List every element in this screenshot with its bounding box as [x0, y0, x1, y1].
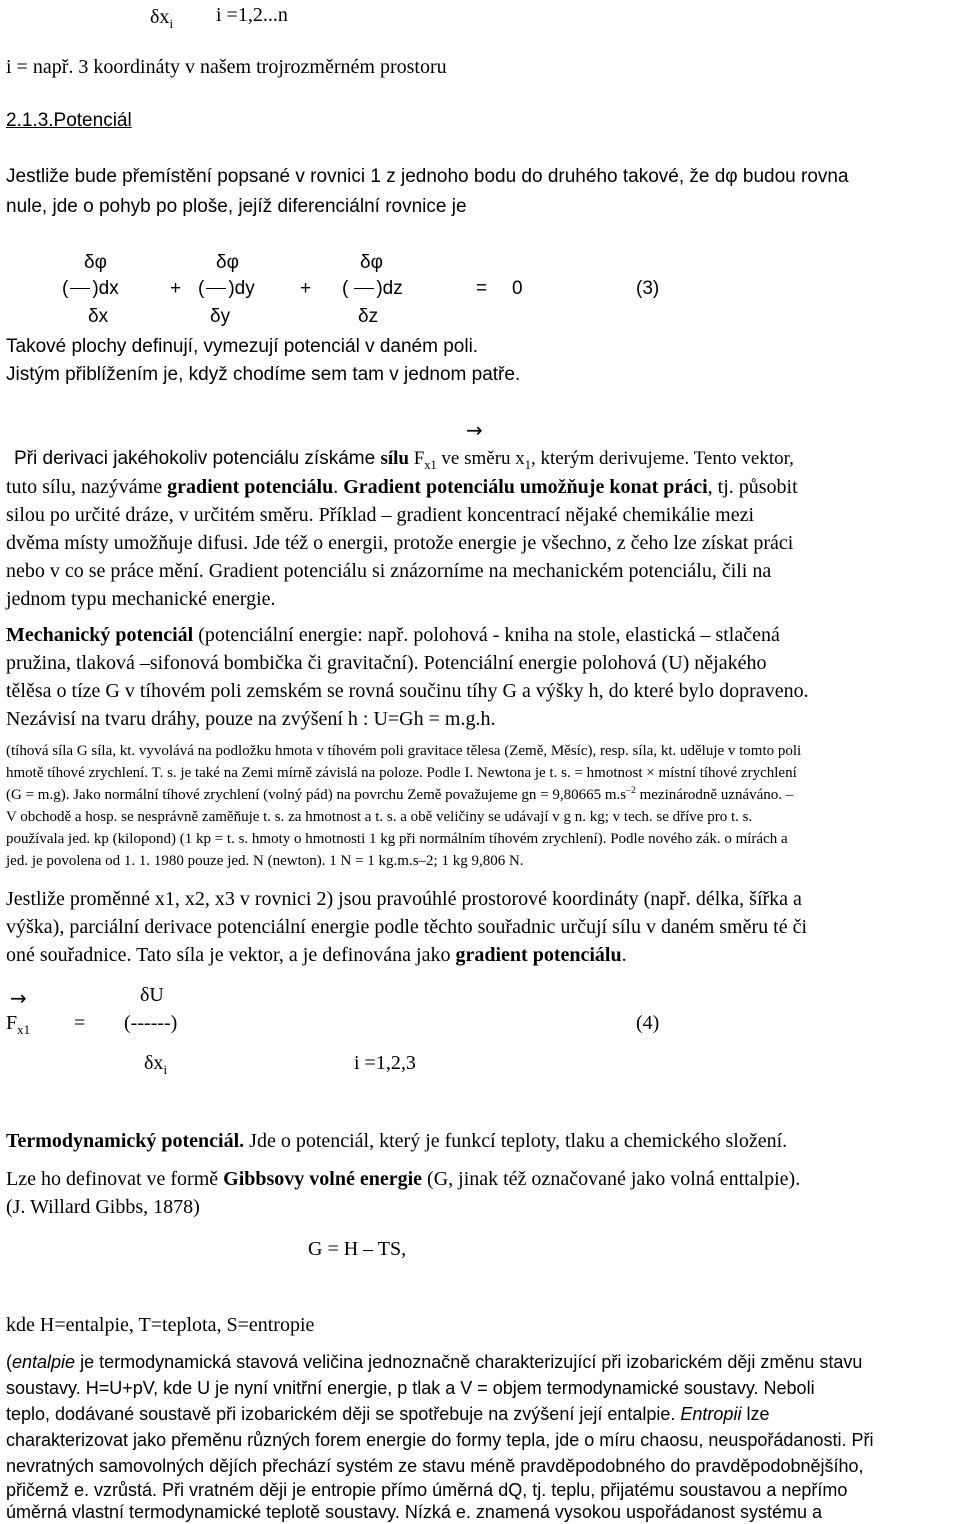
italic-text: Entropii — [680, 1404, 742, 1424]
section-heading: 2.1.3.Potenciál — [6, 110, 132, 131]
para5-line2: výška), parciální derivace potenciální energie podle těchto souřadnic určují sílu v daném směru té či — [6, 916, 808, 938]
delta-x-subscript: i — [163, 1062, 168, 1077]
bold-text: Gradient potenciálu umožňuje konat práci — [343, 476, 708, 498]
note-line2: hmotě tíhové zrychlení. T. s. je také na Zemi mírně závislá na poloze. Podle I. Newtona je t. s. = hmotnost × místní tíhové zrychlení — [6, 765, 797, 781]
fraction-bar — [354, 288, 374, 289]
delta-x: δx — [150, 6, 170, 28]
coordinates-line: i = např. 3 koordináty v našem trojrozměrném prostoru — [6, 56, 447, 78]
eq3-zero: 0 — [512, 278, 523, 299]
bold-text: sílu — [380, 448, 409, 469]
para8: kde H=entalpie, T=teplota, S=entropie — [6, 1314, 315, 1336]
text: lze — [741, 1404, 770, 1424]
para4-line2: pružina, tlaková –sifonová bombička či gravitační). Potenciální energie polohová (U) nějakého — [6, 652, 767, 674]
para2-line2: Jistým přiblížením je, když chodíme sem tam v jednom patře. — [6, 364, 521, 385]
para7-line2: (J. Willard Gibbs, 1878) — [6, 1196, 200, 1218]
delta-x-subscript: i — [169, 16, 174, 31]
para6 — [6, 1128, 787, 1154]
eq4-numerator: δU — [140, 984, 164, 1006]
force-subscript: x1 — [17, 1022, 31, 1037]
para7-line1 — [6, 1166, 800, 1192]
text: tuto sílu, nazýváme — [6, 476, 168, 498]
force-subscript: x1 — [424, 457, 437, 472]
para9-line7: úměrná vlastní termodynamické teplotě soustavy. Nízká e. znamená vysokou uspořádanost systému a — [6, 1502, 823, 1522]
vector-arrow-icon: → — [10, 986, 27, 1010]
eq3-plus-1: + — [170, 278, 182, 299]
top-delta-xi — [150, 4, 173, 30]
eq3-label: (3) — [636, 278, 660, 299]
note-line1: (tíhová síla G síla, kt. vyvolává na podložku hmota v tíhovém poli gravitace tělesa (Země, Měsíc), resp. síla, kt. uděluje v tomto poli — [6, 743, 802, 759]
para1-line1: Jestliže bude přemístění popsané v rovnici 1 z jednoho bodu do druhého takové, že dφ budou rovna — [6, 166, 849, 187]
superscript: –2 — [626, 785, 636, 796]
para9-line2: soustavy. H=U+pV, kde U je nyní vnitřní energie, p tlak a V = objem termodynamické soustavy. Neboli — [6, 1378, 815, 1398]
text: (G, jinak též označované jako volná enttalpie). — [422, 1168, 801, 1190]
eq3-denominator-3: δz — [358, 306, 379, 327]
para3-line1 — [14, 446, 794, 472]
para5-line3 — [6, 942, 627, 968]
para9-line5: nevratných samovolných dějích přechází systém ze stavu méně pravděpodobného do pravděpodobnějšího, — [6, 1456, 864, 1476]
eq4-fraction: (------) — [124, 1012, 178, 1034]
note-line5: používala jed. kp (kilopond) (1 kp = t. s. hmoty o hmotnosti 1 kg při normálním tíhovém zrychlení). Podle nového zák. o mírách a — [6, 831, 788, 847]
italic-text: entalpie — [12, 1352, 76, 1372]
note-line3 — [6, 784, 793, 806]
bold-text: gradient potenciálu — [167, 476, 334, 498]
eq3-term-dx — [62, 276, 119, 302]
para9-line3 — [6, 1402, 769, 1426]
para9-line4: charakterizovat jako přeměnu různých forem energie do formy tepla, jde o míru chaosu, neuspořádanosti. Při — [6, 1430, 874, 1450]
para4-line1 — [6, 622, 780, 648]
open-paren: ( — [62, 278, 69, 299]
eq3-equals: = — [476, 278, 488, 299]
bold-text: Gibbsovy volné energie — [223, 1168, 423, 1190]
eq3-term-dz — [342, 276, 403, 302]
para3-line3: silou po určité dráze, v určitém směru. Příklad – gradient koncentrací nějaké chemikálie mezi — [6, 504, 755, 526]
bold-text: gradient potenciálu — [455, 944, 622, 966]
para3-line5: nebo v co se práce mění. Gradient potenciálu si znázorníme na mechanickém potenciálu, čili na — [6, 560, 772, 582]
eq3-denominator-1: δx — [88, 306, 109, 327]
text: Při derivaci jakéhokoliv potenciálu získáme — [14, 448, 381, 469]
text: oné souřadnice. Tato síla je vektor, a je definována jako — [6, 944, 456, 966]
eq4-force — [6, 1010, 30, 1036]
vector-arrow-icon: → — [466, 418, 483, 442]
eq4-range: i =1,2,3 — [354, 1052, 416, 1074]
eq3-plus-2: + — [300, 278, 312, 299]
note-line6: jed. je povolena od 1. 1. 1980 pouze jed. N (newton). 1 N = 1 kg.m.s–2; 1 kg 9,806 N. — [6, 853, 524, 869]
note-line4: V obchodě a hosp. se nesprávně zaměňuje t. s. za hmotnost a t. s. a obě veličiny se udávají v g n. kg; v tech. se dříve pro t. s. — [6, 809, 753, 825]
para4-line4: Nezávisí na tvaru dráhy, pouze na zvýšení h : U=Gh = m.g.h. — [6, 708, 496, 730]
para9-line6: přičemž e. vzrůstá. Při vratném ději je entropie přímo úměrná dQ, tj. teplu, přijatému soustavou a nepřímo — [6, 1480, 848, 1500]
eq3-numerator-1: δφ — [84, 252, 107, 273]
text: , tj. působit — [707, 476, 798, 498]
top-range: i =1,2...n — [216, 4, 288, 26]
text: ( — [6, 1352, 12, 1372]
text: mezinárodně uznáváno. – — [635, 787, 794, 803]
text: (potenciální energie: např. polohová - kniha na stole, elastická – stlačená — [193, 624, 780, 646]
dx-close: )dx — [92, 278, 119, 299]
dz-close: )dz — [376, 278, 403, 299]
para3-line6: jednom typu mechanické energie. — [6, 588, 276, 610]
text: Lze ho definovat ve formě — [6, 1168, 224, 1190]
para3-line2 — [6, 474, 798, 500]
text: teplo, dodávané soustavě při izobarickém ději se spotřebuje na zvýšení její entalpie. — [6, 1404, 681, 1424]
fraction-bar — [206, 288, 226, 289]
bold-text: Mechanický potenciál — [6, 624, 194, 646]
bold-text: Termodynamický potenciál. — [6, 1130, 245, 1152]
text: . — [621, 944, 627, 966]
fraction-bar — [70, 288, 90, 289]
para9-line1 — [6, 1350, 862, 1374]
force-symbol: F — [6, 1012, 18, 1034]
gibbs-equation: G = H – TS, — [308, 1238, 407, 1260]
para4-line3: tělěsa o tíze G v tíhovém poli zemském se rovná součinu tíhy G a výšky h, do které bylo dopraveno. — [6, 680, 809, 702]
para3-line4: dvěma místy umožňuje difusi. Jde též o energii, protože energie je všechno, z čeho lze získat práci — [6, 532, 794, 554]
delta-x: δx — [144, 1052, 164, 1074]
para5-line1: Jestliže proměnné x1, x2, x3 v rovnici 2) jsou pravoúhlé prostorové koordináty (např. délka, šířka a — [6, 888, 802, 910]
text: , kterým derivujeme. Tento vektor, — [530, 448, 794, 469]
text: . — [333, 476, 344, 498]
para1-line2: nule, jde o pohyb po ploše, jejíž diferenciální rovnice je — [6, 196, 467, 217]
open-paren: ( — [198, 278, 205, 299]
force-symbol: F — [408, 448, 425, 469]
eq3-numerator-3: δφ — [360, 252, 383, 273]
dy-close: )dy — [228, 278, 255, 299]
text: je termodynamická stavová veličina jednoznačně charakterizující při izobarickém ději změnu stavu — [75, 1352, 863, 1372]
eq4-label: (4) — [636, 1012, 660, 1034]
eq3-numerator-2: δφ — [216, 252, 239, 273]
para2-line1: Takové plochy definují, vymezují potenciál v daném poli. — [6, 336, 479, 357]
open-paren: ( — [342, 278, 349, 299]
eq3-denominator-2: δy — [210, 306, 231, 327]
text: Jde o potenciál, který je funkcí teploty, tlaku a chemického složení. — [244, 1130, 788, 1152]
x-subscript: 1 — [524, 457, 531, 472]
eq4-equals: = — [74, 1012, 86, 1034]
eq4-denominator — [144, 1050, 167, 1076]
eq3-term-dy — [198, 276, 255, 302]
text: ve směru x — [436, 448, 525, 469]
text: (G = m.g). Jako normální tíhové zrychlení (volný pád) na povrchu Země považujeme gn = 9,80665 m.s — [6, 787, 627, 803]
